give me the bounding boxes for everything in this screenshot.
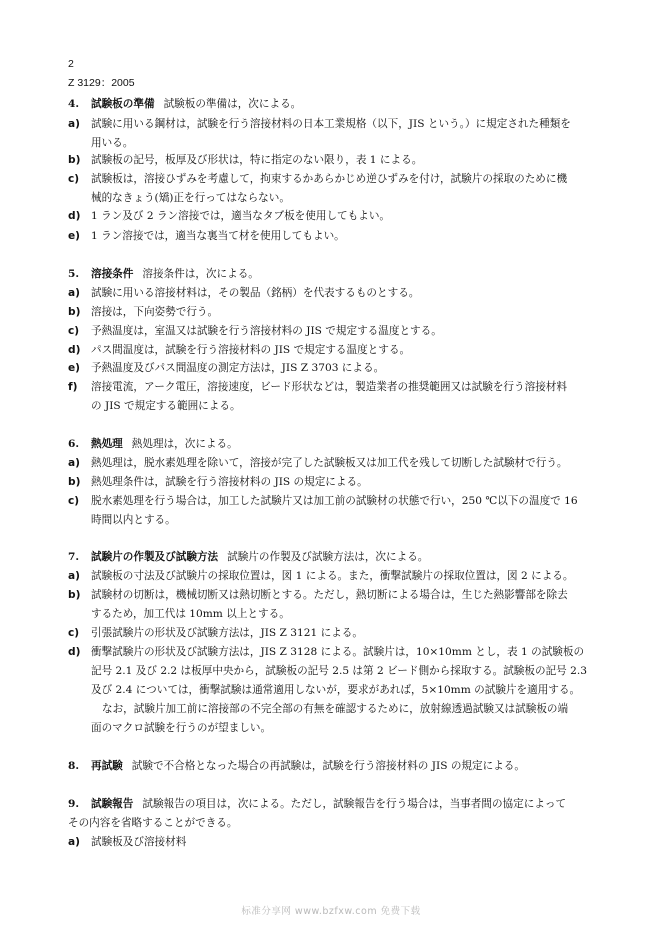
section-6-heading: 6. 熱処理 熱処理は，次による。 [68, 438, 238, 450]
section-title: 試験報告 [91, 798, 134, 810]
section-title: 試験片の作製及び試験方法 [91, 551, 219, 563]
section-5-heading: 5. 溶接条件 溶接条件は，次による。 [68, 268, 259, 280]
section-7-heading: 7. 試験片の作製及び試験方法 試験片の作製及び試験方法は，次による。 [68, 551, 429, 563]
list-item: a) 試験板及び溶接材料 [68, 836, 187, 848]
section-title: 再試験 [91, 760, 123, 772]
section-title: 試験板の準備 [91, 98, 155, 110]
list-item: a) 熱処理は，脱水素処理を除いて，溶接が完了した試験板又は加工代を残して切断した試験材で行う。 [68, 457, 568, 469]
section-intro: 試験で不合格となった場合の再試験は，試験を行う溶接材料の JIS の規定による。 [131, 760, 525, 772]
section-intro: 試験板の準備は，次による。 [163, 98, 302, 110]
standard-id: Z 3129：2005 [68, 77, 135, 89]
list-item: b) 試験材の切断は，機械切断又は熱切断とする。ただし，熱切断による場合は，生じた熱影響部を除去 するため，加工代は 10mm 以上とする。 [68, 589, 568, 620]
note-paragraph: なお，試験片加工前に溶接部の不完全部の有無を確認するために，放射線透過試験又は試験板の端 面のマクロ試験を行うのが望ましい。 [91, 703, 569, 734]
list-item: a) 試験板の寸法及び試験片の採取位置は，図 1 による。また，衝撃試験片の採取位置は，図 2 による。 [68, 570, 574, 582]
list-item: c) 脱水素処理を行う場合は，加工した試験片又は加工前の試験材の状態で行い，250 ℃以下の温度で 16 時間以内とする。 [68, 495, 578, 526]
list-item: b) 試験板の記号，板厚及び形状は，特に指定のない限り，表 1 による。 [68, 154, 423, 166]
section-8-heading: 8. 再試験 試験で不合格となった場合の再試験は，試験を行う溶接材料の JIS の規定による。 [68, 760, 525, 772]
section-9-heading: 9. 試験報告 試験報告の項目は，次による。ただし，試験報告を行う場合は，当事者間の協定によって [68, 798, 567, 810]
section-title: 溶接条件 [91, 268, 134, 280]
list-item: d) パス間温度は，試験を行う溶接材料の JIS で規定する温度とする。 [68, 344, 411, 356]
list-item: e) 1 ラン溶接では，適当な裏当て材を使用してもよい。 [68, 230, 345, 242]
list-item: b) 熱処理条件は，試験を行う溶接材料の JIS の規定による。 [68, 476, 368, 488]
list-item: d) 1 ラン及び 2 ラン溶接では，適当なタブ板を使用してもよい。 [68, 210, 391, 222]
page-number: 2 [68, 58, 74, 70]
section-intro: 試験報告の項目は，次による。ただし，試験報告を行う場合は，当事者間の協定によって [142, 798, 567, 810]
list-item: a) 試験に用いる溶接材料は，その製品（銘柄）を代表するものとする。 [68, 287, 420, 299]
section-intro: 熱処理は，次による。 [131, 438, 238, 450]
watermark-footer: 标准分享网 www.bzfxw.com 免费下载 [241, 906, 421, 917]
section-intro: 試験片の作製及び試験方法は，次による。 [227, 551, 429, 563]
list-item: f) 溶接電流，アーク電圧，溶接速度，ビード形状などは，製造業者の推奨範囲又は試験を行う溶接材料 の JIS で規定する範囲による。 [68, 381, 567, 412]
list-item: e) 予熱温度及びパス間温度の測定方法は，JIS Z 3703 による。 [68, 362, 385, 374]
list-item: b) 溶接は，下向姿勢で行う。 [68, 306, 219, 318]
section-intro: 溶接条件は，次による。 [142, 268, 259, 280]
section-4-heading: 4. 試験板の準備 試験板の準備は，次による。 [68, 98, 302, 110]
list-item: a) 試験に用いる鋼材は，試験を行う溶接材料の日本工業規格（以下，JIS という。）に規定された種類を 用いる。 [68, 118, 571, 149]
section-title: 熱処理 [91, 438, 123, 450]
list-item: c) 予熱温度は，室温又は試験を行う溶接材料の JIS で規定する温度とする。 [68, 325, 442, 337]
list-item: c) 引張試験片の形状及び試験方法は，JIS Z 3121 による。 [68, 627, 363, 639]
list-item: d) 衝撃試験片の形状及び試験方法は，JIS Z 3128 による。試験片は，10×10mm とし，表 1 の試験板の 記号 2.1 及び 2.2 は板厚中央から，試験板の記号 2.5 は第 2 ビード側から採取する。試験板の記号 2.3 及び 2.4 については，衝撃試験は通常適用しないが，要求があれば，5×10mm の試験片を適用する。 [68, 646, 587, 696]
list-item: c) 試験板は，溶接ひずみを考慮して，拘束するかあらかじめ逆ひずみを付け，試験片の採取のために機 械的なきょう(矯)正を行ってはならない。 [68, 173, 568, 204]
section-9-intro-continued: その内容を省略することができる。 [68, 817, 238, 829]
